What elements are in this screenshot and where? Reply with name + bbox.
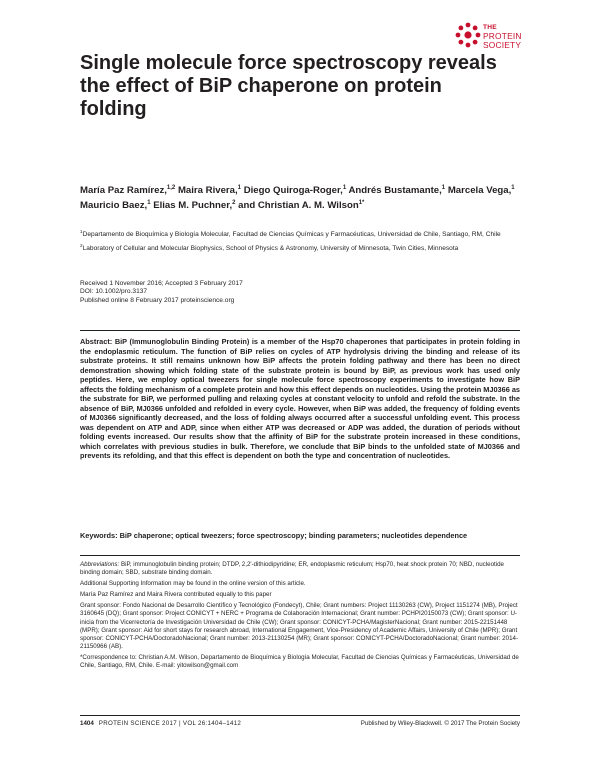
doi: DOI: 10.1002/pro.3137 xyxy=(80,288,148,296)
author-list: María Paz Ramírez,$^{1,2}$ Maira Rivera,$^1$ Diego Quiroga-Roger,$^1$ Andrés Bustamante,$^1$ Marcela Vega,$^1$ Mauricio Baez,$^1$ Elias M. Puchner,$^2$ and Christian A. M. Wilson$^{1*}$ xyxy=(80,185,515,212)
author-name: María Paz Ramírez, xyxy=(80,185,167,197)
protein-society-logo-text: THE PROTEIN SOCIETY xyxy=(483,24,522,50)
supporting-info-note: Additional Supporting Information may be found in the online version of this article. xyxy=(80,580,306,588)
abstract-bottom-rule xyxy=(80,555,520,556)
article-title: Single molecule force spectroscopy reveals the effect of BiP chaperone on protein folding xyxy=(80,52,497,120)
journal-citation: PROTEIN SCIENCE 2017 | VOL 26:1404–1412 xyxy=(98,720,242,727)
footnotes xyxy=(80,561,520,673)
author-name: and Christian A. M. Wilson xyxy=(238,200,359,212)
footer-rule xyxy=(80,715,520,716)
author-name: Andrés Bustamante, xyxy=(348,185,442,197)
published-online: Published online 8 February 2017 proteinscience.org xyxy=(80,296,235,304)
protein-society-logo-icon xyxy=(455,22,481,48)
affiliations xyxy=(80,228,520,255)
equal-contribution-note: María Paz Ramírez and Maira Rivera contributed equally to this paper xyxy=(80,591,272,599)
affiliation: $^1$Departamento de Bioquímica y Biología Molecular, Facultad de Ciencias Químicas y Farmacéuticas, Universidad de Chile, Santiago, RM, Chile xyxy=(80,229,501,239)
author-name: Mauricio Baez, xyxy=(80,200,148,212)
abstract-top-rule xyxy=(80,330,520,331)
author-name: Elias M. Puchner, xyxy=(153,200,233,212)
received-accepted: Received 1 November 2016; Accepted 3 February 2017 xyxy=(80,280,243,287)
correspondence: *Correspondence to: Christian A.M. Wilson, Departamento de Bioquímica y Biología Molecular, Facultad de Ciencias Químicas y Farmacéuticas, Universidad de Chile, Santiago, RM, Chile. E-mail: yitowilson@gmail.com xyxy=(80,653,519,670)
keywords: Keywords: BiP chaperone; optical tweezers; force spectroscopy; binding parameters; nucleotides dependence xyxy=(80,531,468,540)
author-name: Maira Rivera, xyxy=(177,185,238,197)
page-footer xyxy=(80,719,520,731)
abstract: Abstract: BiP (Immunoglobulin Binding Protein) is a member of the Hsp70 chaperones that participates in protein folding in the endoplasmic reticulum. The function of BiP relies on cycles of ATP hydrolysis driving the binding and release of its substrate proteins. It still remains unknown how BiP affects the protein folding pathway and there has been no direct demonstration showing which folding state of the substrate protein is bound by BiP, as previous work has used only peptides. Here, we employ optical tweezers for single molecule force spectroscopy experiments to investigate how BiP affects the folding mechanism of a complete protein and how this effect depends on nucleotides. Using the protein MJ0366 as the substrate for BiP, we performed pulling and relaxing cycles at constant velocity to unfold and refold the substrate. In the absence of BiP, MJ0366 unfolded and refolded in every cycle. However, when BiP was added, the frequency of folding events of MJ0366 significantly decreased, and the loss of folding always occurred after a successful unfolding event. This process was dependent on ATP and ADP, since when either ATP was decreased or ADP was added, the duration of periods without folding events increased. Our results show that the affinity of BiP for the substrate protein increased in these conditions, which correlates with previous studies in bulk. Therefore, we conclude that BiP binds to the unfolded state of MJ0366 and prevents its refolding, and that this effect is dependent on both the type and concentration of nucleotides. xyxy=(80,337,520,460)
page-number: 1404 xyxy=(80,720,94,727)
abbreviations: Abbreviations: BiP, immunoglobulin binding protein; DTDP, 2,2′-dithiodipyridine; ER, endoplasmic reticulum; Hsp70, heat shock protein 70; NBD, nucleotide binding domain; SBD, substrate binding domain. xyxy=(80,561,504,577)
grant-sponsors: Grant sponsor: Fondo Nacional de Desarrollo Científico y Tecnológico (Fondecyt), Chile; Grant numbers: Project 11130263 (CW), Project 1151274 (MB), Project 3160645 (DQ); Grant sponsor: Project CONICYT + NERC + Programa de Colaboración Internacional; Grant number: PCHPI20150073 (CW); Grant sponsor: U-inicia from the Vicerrectoría de Investigación Universidad de Chile (CW); Grant sponsor: CONICYT-PCHA/MagisterNacional; Grant number: 2015-22151448 (MPR); Grant sponsor: Aid for short stays for research abroad, International Engagement, Vice-Presidency of Academic Affairs, University of Chile (MPR); Grant sponsor: CONICYT-PCHA/DoctoradoNacional; Grant number: 2013-21130254 (MR); Grant sponsor: CONICYT-PCHA/DoctoradoNacional; Grant number: 2014-21150966 (AB). xyxy=(80,602,519,650)
footer-publisher: Published by Wiley-Blackwell. © 2017 The Protein Society xyxy=(360,720,520,727)
footer-journal-info xyxy=(80,719,241,729)
affiliation: $^2$Laboratory of Cellular and Molecular Biophysics, School of Physics & Astronomy, University of Minnesota, Twin Cities, Minnesota xyxy=(80,242,459,252)
publication-dates xyxy=(80,280,520,305)
author-name: Marcela Vega, xyxy=(447,185,512,197)
author-name: Diego Quiroga-Roger, xyxy=(243,185,343,197)
protein-society-logo xyxy=(455,22,565,50)
